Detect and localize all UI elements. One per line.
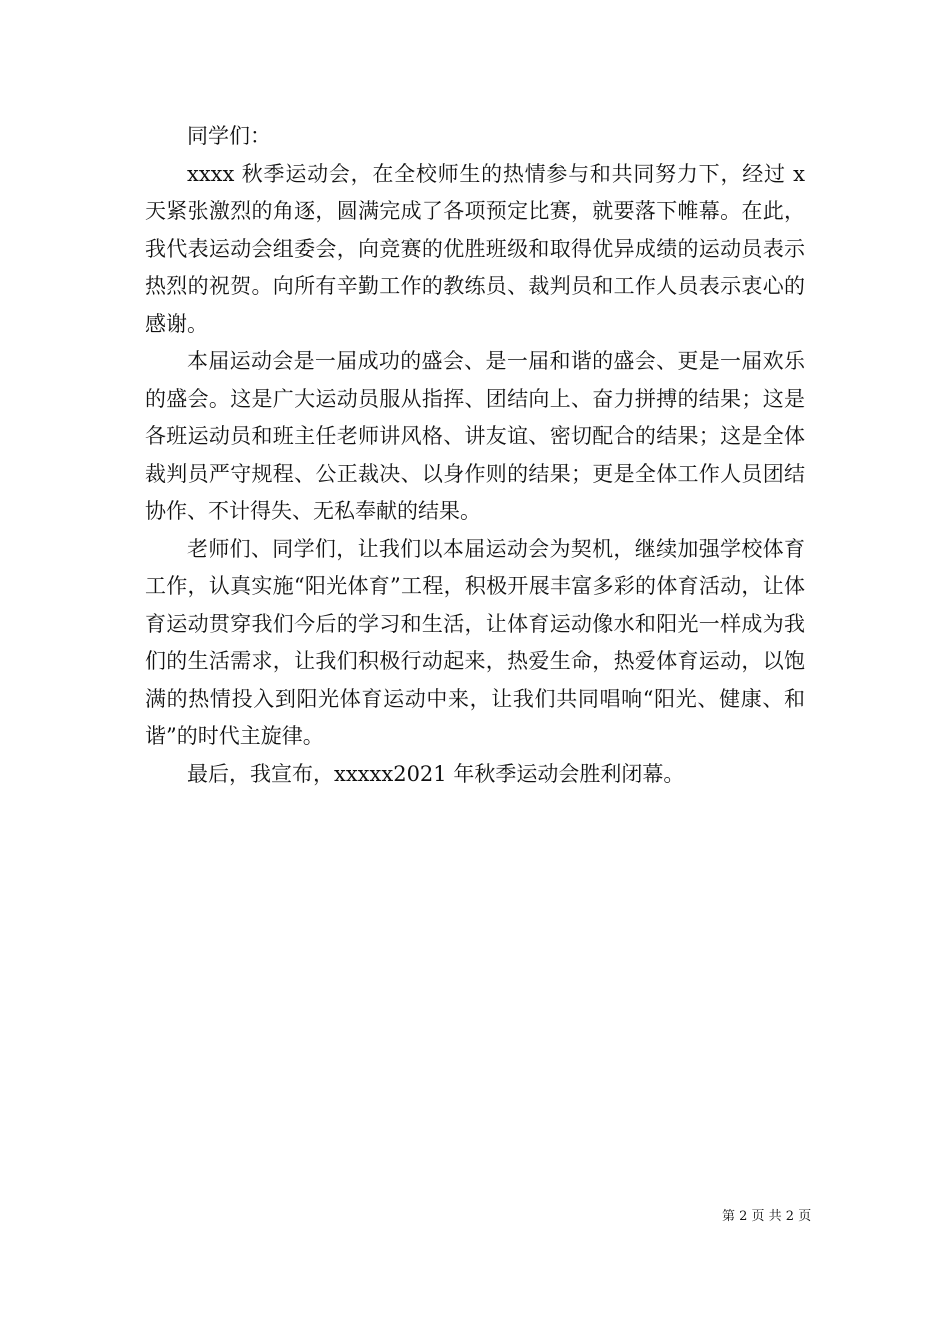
paragraph-call-to-action: 老师们、同学们，让我们以本届运动会为契机，继续加强学校体育工作，认真实施“阳光体育”工程，积极开展丰富多彩的体育活动，让体育运动贯穿我们今后的学习和生活，让体育运动像水和阳光一样成为我们的生活需求，让我们积极行动起来，热爱生命，热爱体育运动，以饱满的热情投入到阳光体育运动中来，让我们共同唱响“阳光、健康、和谐”的时代主旋律。: [145, 536, 805, 748]
document-body: [145, 118, 805, 793]
paragraph-opening: xxxx 秋季运动会，在全校师生的热情参与和共同努力下，经过 x 天紧张激烈的角逐，圆满完成了各项预定比赛，就要落下帷幕。在此，我代表运动会组委会，向竞赛的优胜班级和取得优异成绩的运动员表示热烈的祝贺。向所有辛勤工作的教练员、裁判员和工作人员表示衷心的感谢。: [145, 161, 805, 336]
paragraph-summary: 本届运动会是一届成功的盛会、是一届和谐的盛会、更是一届欢乐的盛会。这是广大运动员服从指挥、团结向上、奋力拼搏的结果；这是各班运动员和班主任老师讲风格、讲友谊、密切配合的结果；这是全体裁判员严守规程、公正裁决、以身作则的结果；更是全体工作人员团结协作、不计得失、无私奉献的结果。: [145, 349, 805, 523]
page-number-footer: 第 2 页 共 2 页: [722, 1209, 812, 1224]
paragraph-closing: 最后，我宣布，xxxxx2021 年秋季运动会胜利闭幕。: [187, 761, 685, 786]
greeting-line: 同学们：: [187, 124, 271, 148]
